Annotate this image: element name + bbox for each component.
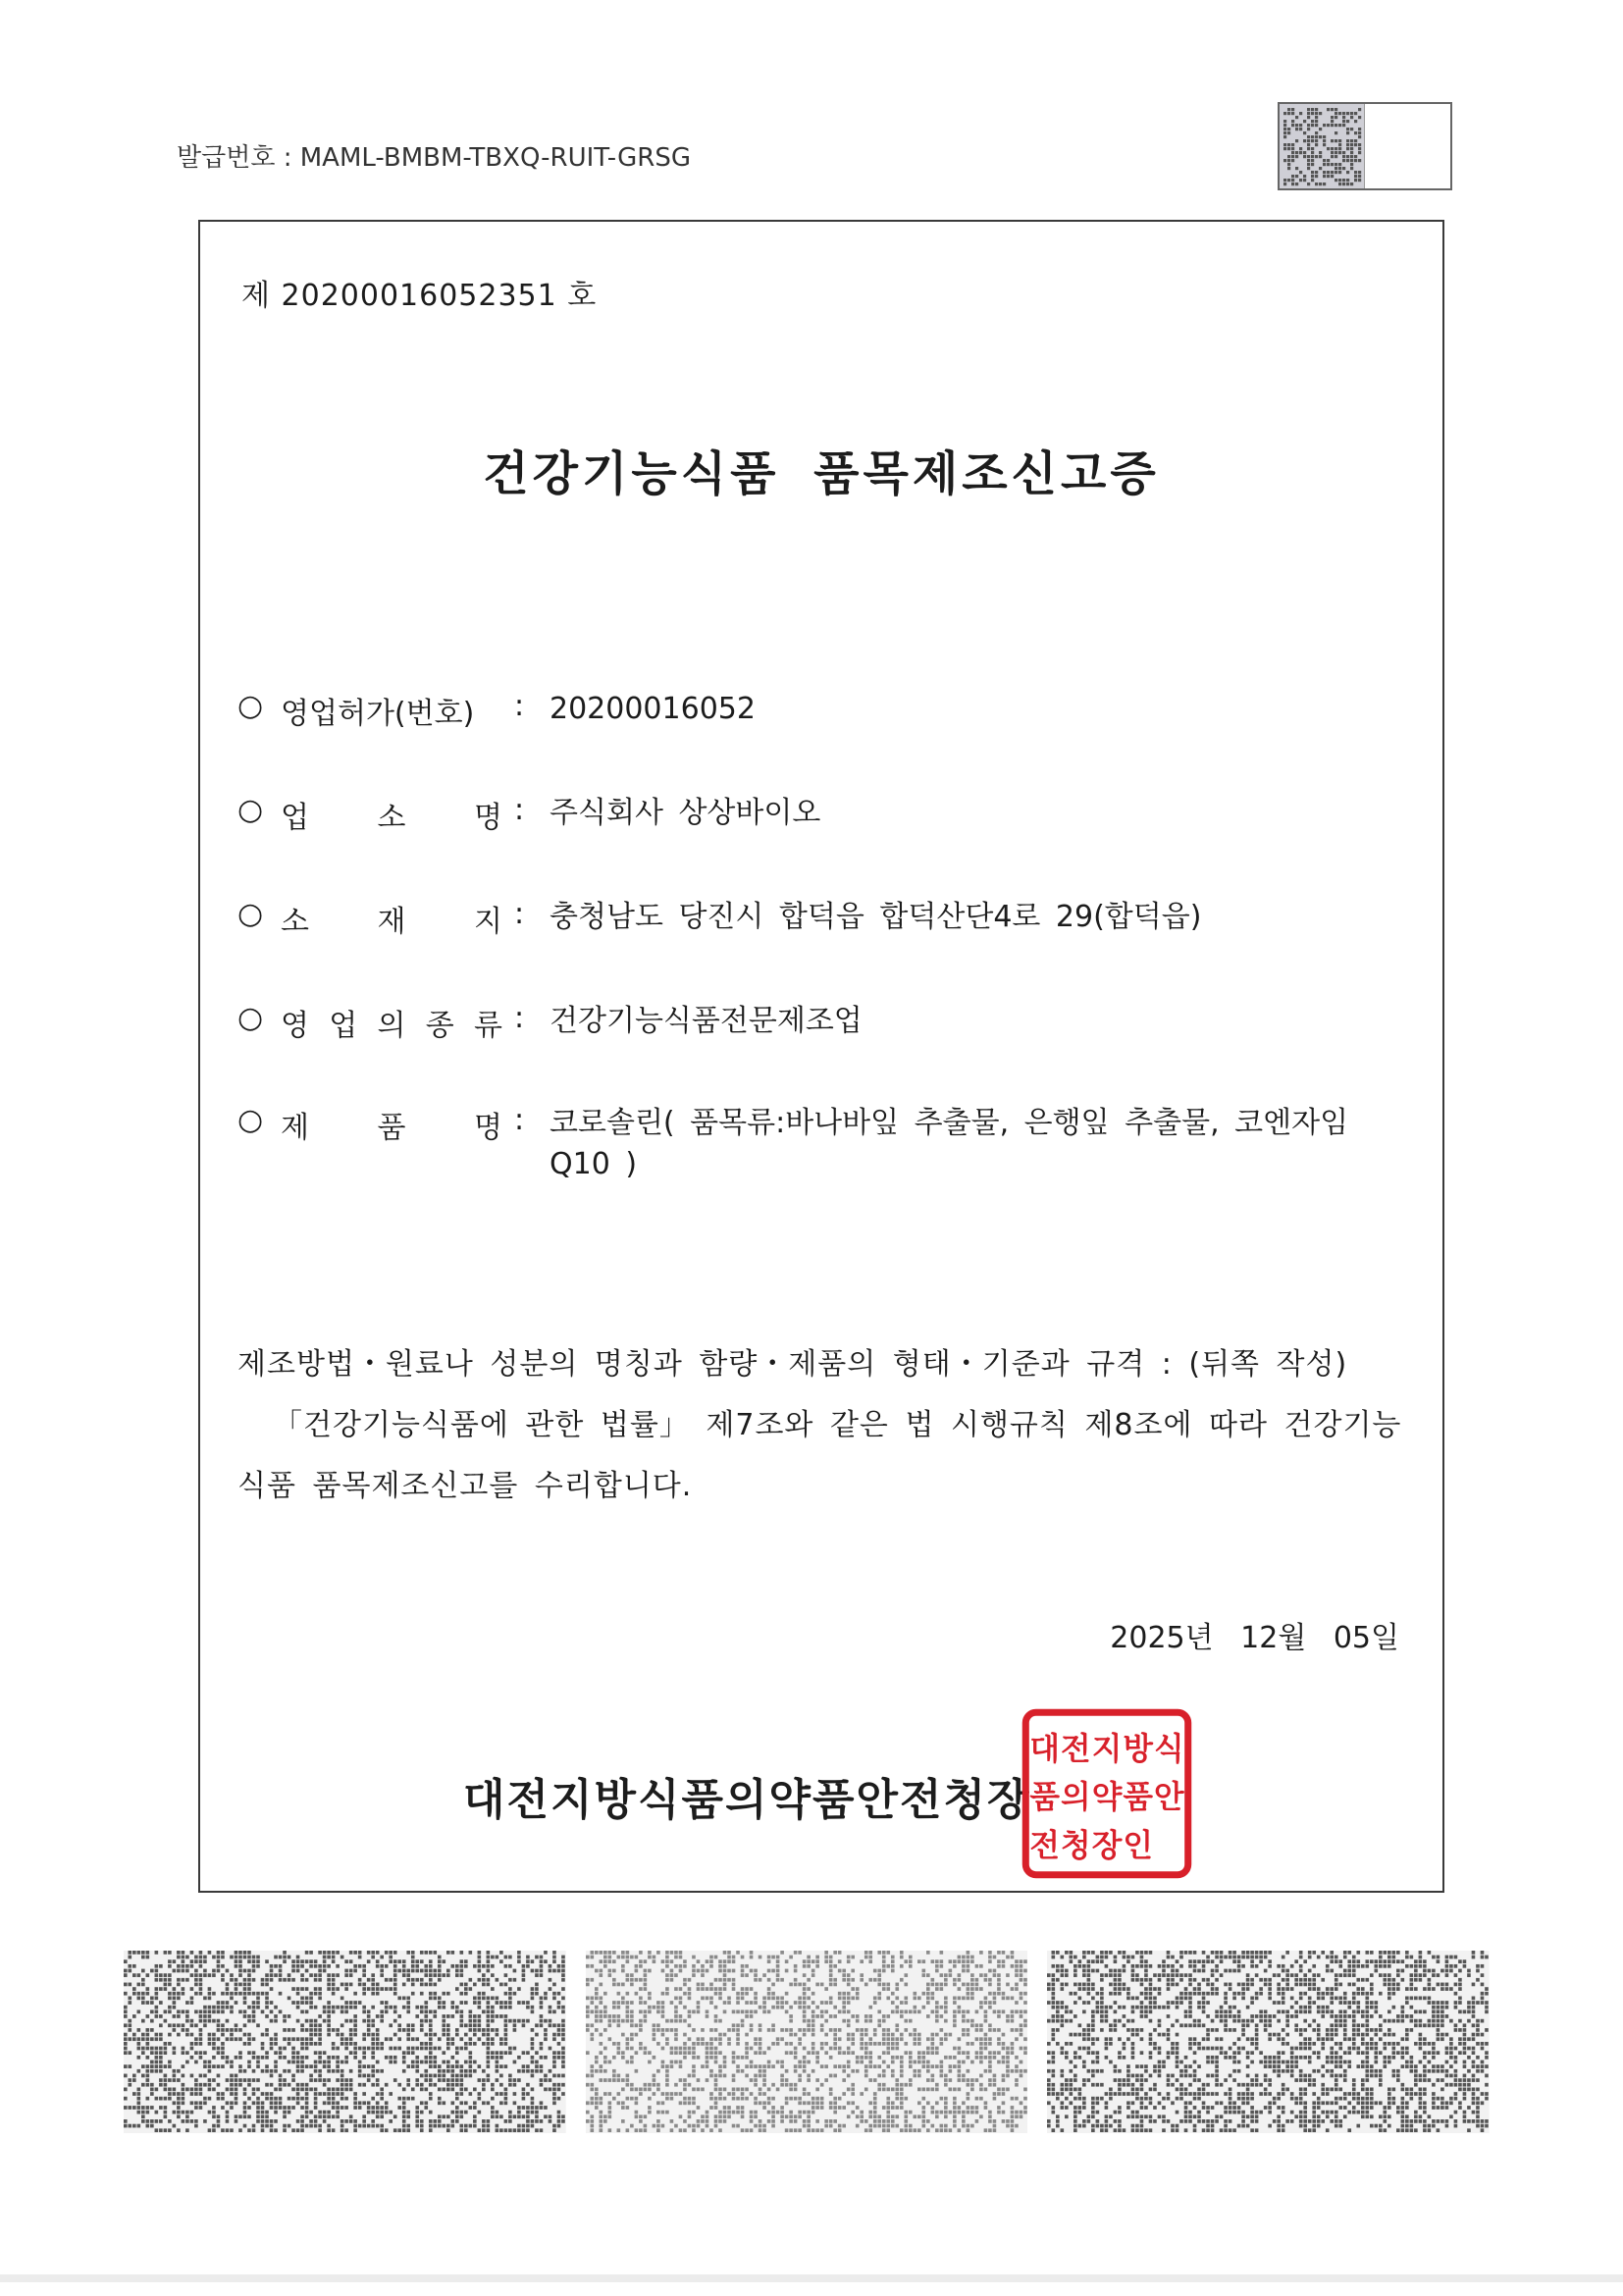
- legal-statement: 「건강기능식품에 관한 법률」 제7조와 같은 법 시행규칙 제8조에 따라 건강기능식품 품목제조신고를 수리합니다.: [237, 1408, 1402, 1503]
- verification-code-box: [1278, 102, 1452, 190]
- circle-marker: ○: [237, 1103, 264, 1137]
- field-business-type: ○ 영 업 의 종 류 : 건강기능식품전문제조업: [237, 1001, 1405, 1044]
- blank-cell: [1364, 104, 1450, 188]
- registration-number: 제 20200016052351 호: [241, 279, 598, 313]
- field-address: ○ 소 재 지 : 충청남도 당진시 합덕읍 합덕산단4로 29(합덕읍): [237, 897, 1405, 940]
- official-seal-icon: [1021, 1707, 1193, 1880]
- certificate-frame: [198, 220, 1444, 1893]
- field-value: 건강기능식품전문제조업: [550, 1004, 863, 1038]
- field-value: 코로솔린( 품목류:바나바잎 추출물, 은행잎 추출물, 코엔자임Q10 ): [550, 1106, 1349, 1181]
- field-label: 소 재 지: [281, 905, 502, 939]
- field-label: 영업허가(번호): [281, 697, 475, 731]
- issue-number: 발급번호 : MAML-BMBM-TBXQ-RUIT-GRSG: [177, 143, 691, 173]
- barcode-icon: [586, 1951, 1028, 2133]
- field-license-number: ○ 영업허가(번호) : 20200016052: [237, 689, 1405, 732]
- field-label: 제 품 명: [281, 1111, 502, 1145]
- circle-marker: ○: [237, 793, 264, 827]
- svg-text:청: 청: [1061, 1828, 1091, 1864]
- verification-barcodes: [124, 1951, 1490, 2133]
- svg-text:전: 전: [1061, 1731, 1091, 1767]
- issuer-name: 대전지방식품의약품안전청장: [463, 1775, 1031, 1825]
- svg-text:장: 장: [1091, 1828, 1123, 1864]
- svg-text:식: 식: [1154, 1731, 1184, 1767]
- svg-text:품: 품: [1029, 1780, 1060, 1816]
- svg-text:대: 대: [1029, 1731, 1060, 1767]
- svg-text:지: 지: [1091, 1731, 1123, 1767]
- svg-text:방: 방: [1123, 1731, 1153, 1767]
- field-label: 영 업 의 종 류: [281, 1009, 502, 1043]
- barcode-icon: [124, 1951, 566, 2133]
- circle-marker: ○: [237, 897, 264, 931]
- barcode-icon: [1047, 1951, 1490, 2133]
- svg-text:인: 인: [1123, 1828, 1153, 1864]
- field-value: 20200016052: [550, 692, 756, 726]
- field-value: 주식회사 상상바이오: [550, 796, 821, 830]
- issue-date: 2025년 12월 05일: [1110, 1621, 1399, 1655]
- field-label: 업 소 명: [281, 801, 502, 835]
- field-product-name: ○ 제 품 명 : 코로솔린( 품목류:바나바잎 추출물, 은행잎 추출물, 코엔자임Q10 ): [237, 1103, 1405, 1185]
- page-bottom-edge: [0, 2274, 1623, 2282]
- field-value: 충청남도 당진시 합덕읍 합덕산단4로 29(합덕읍): [550, 900, 1202, 934]
- circle-marker: ○: [237, 689, 264, 723]
- circle-marker: ○: [237, 1001, 264, 1035]
- svg-text:약: 약: [1091, 1780, 1123, 1816]
- svg-text:의: 의: [1061, 1780, 1091, 1816]
- document-title: 건강기능식품 품목제조신고증: [483, 446, 1160, 501]
- svg-text:품: 품: [1123, 1780, 1153, 1816]
- qr-code-icon: [1280, 104, 1364, 188]
- svg-text:전: 전: [1029, 1828, 1060, 1864]
- svg-text:안: 안: [1154, 1780, 1184, 1816]
- method-note: 제조방법・원료나 성분의 명칭과 함량・제품의 형태・기준과 규격 : (뒤쪽 작성): [237, 1347, 1348, 1382]
- field-business-name: ○ 업 소 명 : 주식회사 상상바이오: [237, 793, 1405, 836]
